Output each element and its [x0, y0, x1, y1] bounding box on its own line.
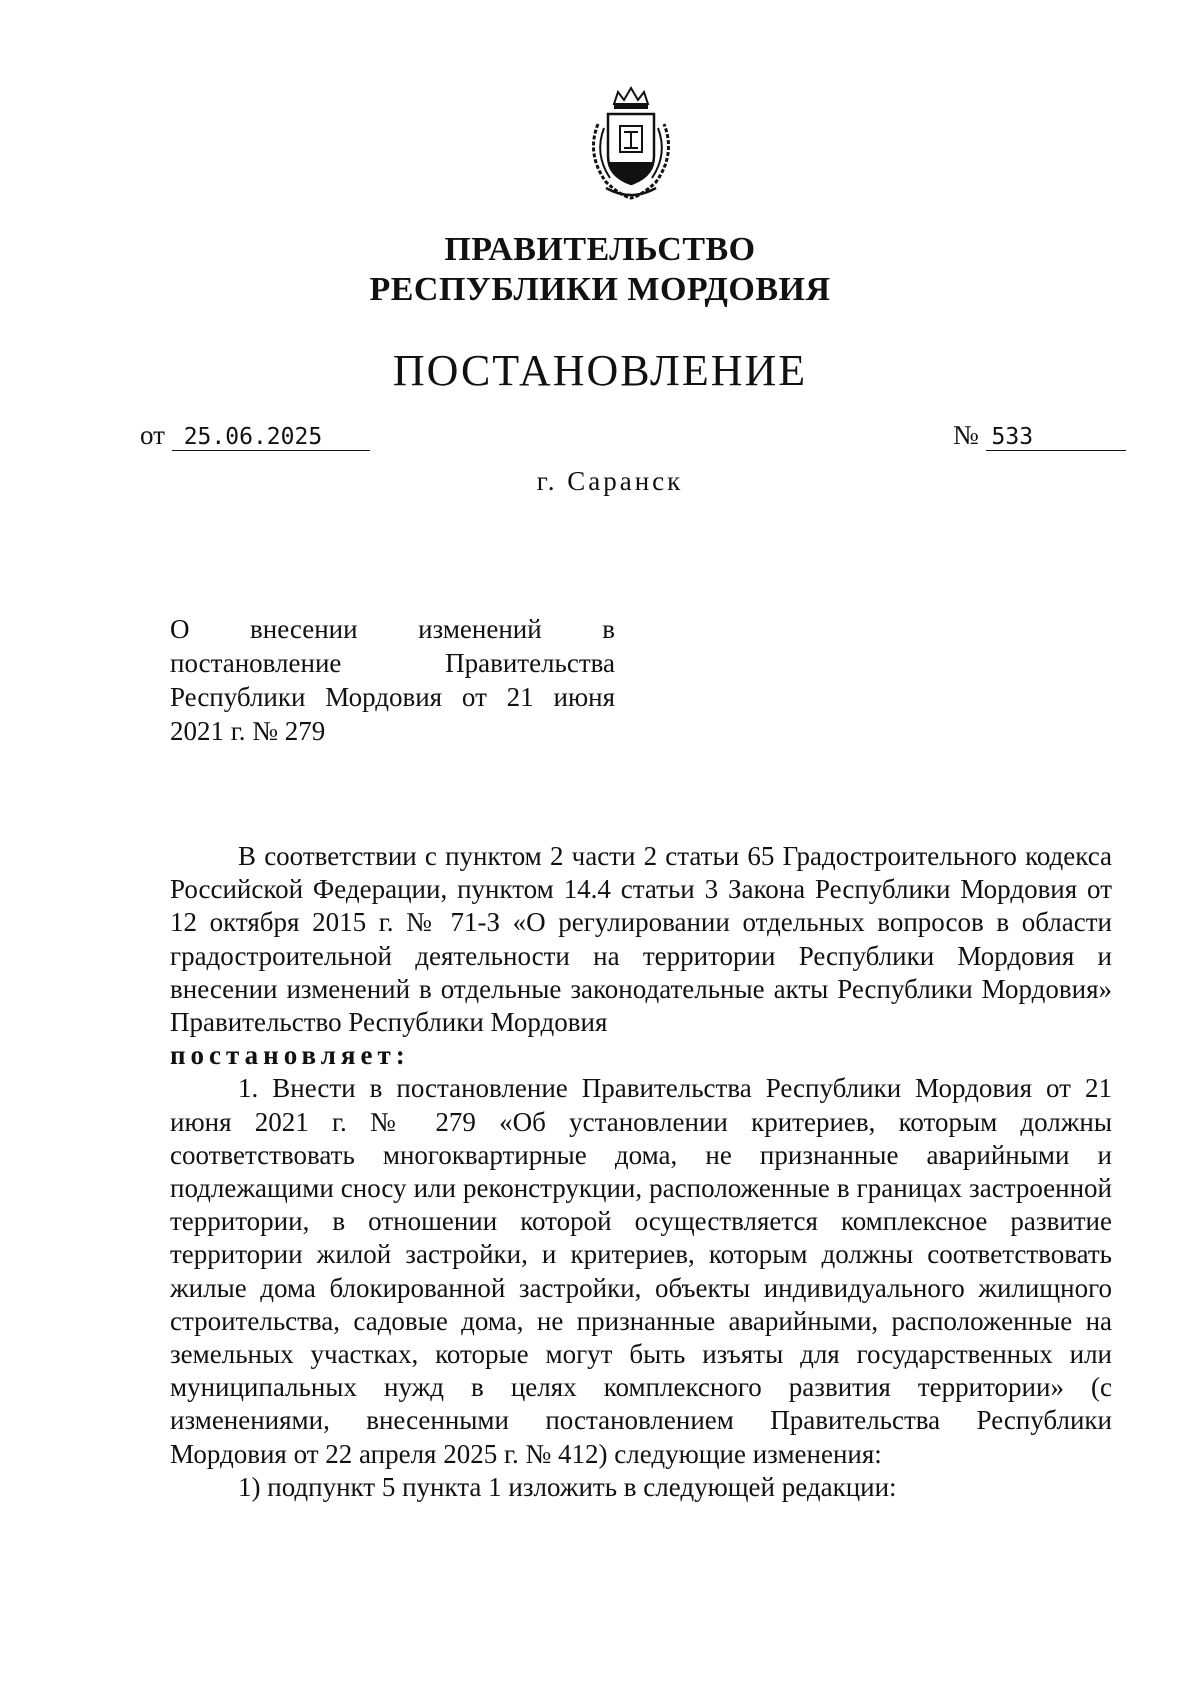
- item-1-1-paragraph: 1) подпункт 5 пункта 1 изложить в следующей редакции:: [238, 1471, 897, 1502]
- preamble-text: В соответствии с пунктом 2 части 2 статьи 65 Градостроительного кодекса Российской Федерации, пунктом 14.4 статьи 3 Закона Республики Мордовия от 12 октября 2015 г. № 71-З «О регулировании отдельных вопросов в области градостроительной деятельности на территории Республики Мордовия и внесении изменений в отдельные законодательные акты Республики Мордовия» Правительство Республики Мордовия: [170, 841, 1112, 1038]
- date-prefix: от: [140, 420, 165, 450]
- coat-of-arms-icon: [576, 84, 686, 202]
- document-number: [953, 420, 1126, 451]
- date-value: 25.06.2025: [172, 424, 370, 451]
- organization-name-line2: РЕСПУБЛИКИ МОРДОВИЯ: [369, 271, 831, 308]
- document-type: ПОСТАНОВЛЕНИЕ: [392, 346, 808, 395]
- decree-word: постановляет:: [170, 1040, 410, 1071]
- preamble-paragraph: [170, 840, 1112, 1072]
- organization-name-line1: ПРАВИТЕЛЬСТВО: [444, 231, 756, 268]
- document-date: [140, 420, 370, 451]
- city: г. Саранск: [536, 466, 684, 496]
- number-prefix: №: [953, 420, 979, 450]
- document-subject: О внесении изменений в постановление Правительства Республики Мордовия от 21 июня 2021 г. № 279: [170, 614, 615, 746]
- number-value: 533: [986, 424, 1126, 451]
- item-1-paragraph: 1. Внести в постановление Правительства Республики Мордовия от 21 июня 2021 г. № 279 «Об установлении критериев, которым должны соответствовать многоквартирные дома, не признанные аварийными и подлежащими сносу или реконструкции, расположенные в границах застроенной территории, в отношении которой осуществляется комплексное развитие территории жилой застройки, и критериев, которым должны соответствовать жилые дома блокированной застройки, объекты индивидуального жилищного строительства, садовые дома, не признанные аварийными, расположенные на земельных участках, которые могут быть изъяты для государственных или муниципальных нужд в целях комплексного развития территории» (с изменениями, внесенными постановлением Правительства Республики Мордовия от 22 апреля 2025 г. № 412) следующие изменения:: [170, 1073, 1112, 1469]
- document-body: [170, 840, 1112, 1504]
